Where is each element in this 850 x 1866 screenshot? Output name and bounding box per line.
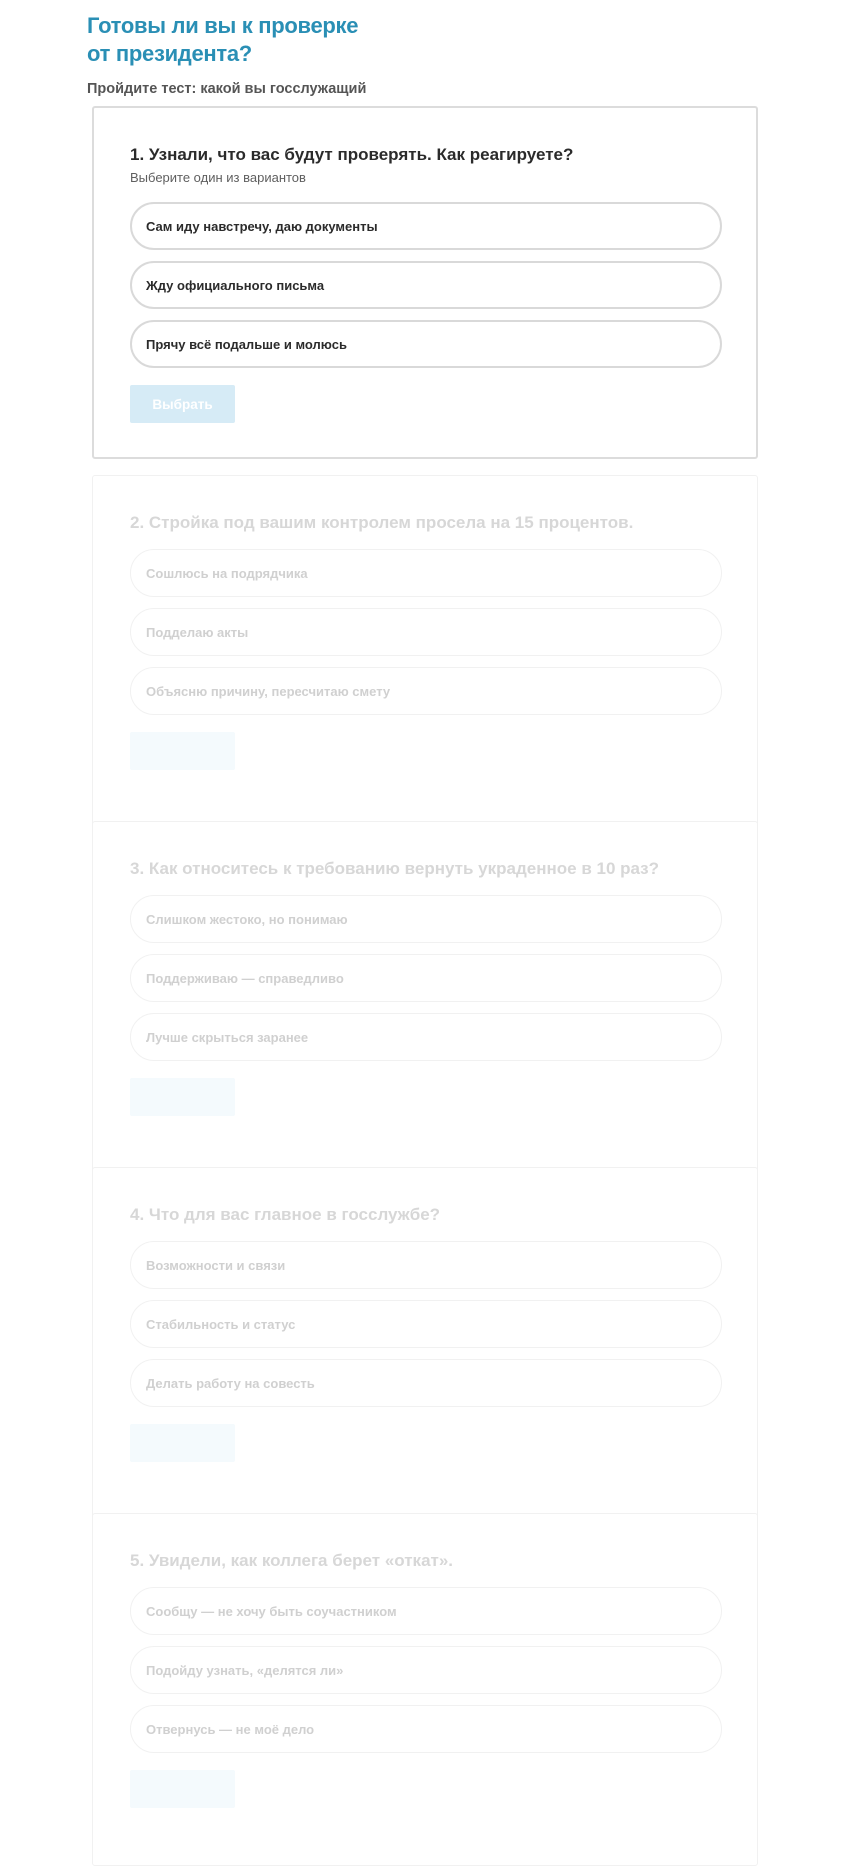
- question-text: 3. Как относитесь к требованию вернуть украденное в 10 раз?: [130, 859, 660, 878]
- select-button[interactable]: Выбрать: [130, 385, 235, 423]
- answer-option[interactable]: Стабильность и статус: [130, 1300, 722, 1348]
- answer-option[interactable]: Сообщу — не хочу быть соучастником: [130, 1587, 722, 1635]
- question-text: 5. Увидели, как коллега берет «откат».: [130, 1551, 454, 1570]
- question-card-2: [92, 475, 758, 828]
- answer-option[interactable]: Лучше скрыться заранее: [130, 1013, 722, 1061]
- question-text: 4. Что для вас главное в госслужбе?: [130, 1205, 441, 1224]
- answer-option[interactable]: Прячу всё подальше и молюсь: [130, 320, 722, 368]
- page-title-line1: Готовы ли вы к проверке: [87, 13, 359, 38]
- question-card-5: [92, 1513, 758, 1866]
- question-card-3: [92, 821, 758, 1174]
- answer-option[interactable]: Подделаю акты: [130, 608, 722, 656]
- question-card-4: [92, 1167, 758, 1520]
- select-button[interactable]: Выбрать: [130, 732, 235, 770]
- select-button[interactable]: Выбрать: [130, 1770, 235, 1808]
- answer-option[interactable]: Сам иду навстречу, даю документы: [130, 202, 722, 250]
- answer-option[interactable]: Делать работу на совесть: [130, 1359, 722, 1407]
- select-button[interactable]: Выбрать: [130, 1078, 235, 1116]
- question-hint: Выберите один из вариантов: [130, 170, 306, 185]
- answer-option[interactable]: Слишком жестоко, но понимаю: [130, 895, 722, 943]
- answer-option[interactable]: Возможности и связи: [130, 1241, 722, 1289]
- answer-option[interactable]: Поддерживаю — справедливо: [130, 954, 722, 1002]
- question-text: 2. Стройка под вашим контролем просела на 15 процентов.: [130, 513, 634, 532]
- answer-option[interactable]: Сошлюсь на подрядчика: [130, 549, 722, 597]
- answer-option[interactable]: Жду официального письма: [130, 261, 722, 309]
- page-title: [87, 12, 487, 68]
- page-title-line2: от президента?: [87, 41, 252, 66]
- question-text: 1. Узнали, что вас будут проверять. Как реагируете?: [130, 145, 574, 164]
- select-button[interactable]: Выбрать: [130, 1424, 235, 1462]
- page-subtitle: Пройдите тест: какой вы госслужащий: [87, 81, 367, 97]
- answer-option[interactable]: Отвернусь — не моё дело: [130, 1705, 722, 1753]
- question-card-1: [92, 106, 758, 459]
- answer-option[interactable]: Подойду узнать, «делятся ли»: [130, 1646, 722, 1694]
- answer-option[interactable]: Объясню причину, пересчитаю смету: [130, 667, 722, 715]
